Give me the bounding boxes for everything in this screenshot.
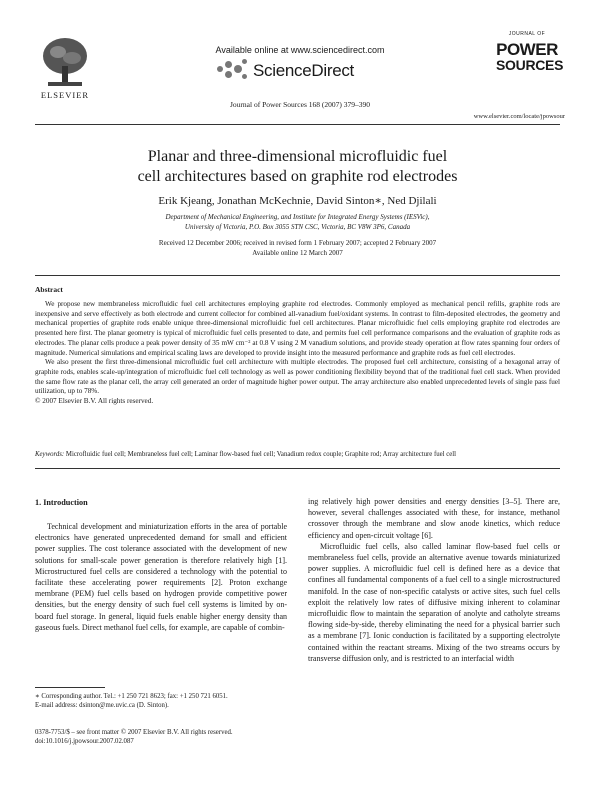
intro-paragraph-2: ing relatively high power densities and energy densities [3–5]. There are, however, several challenges associated with these, for instance, methanol crossover through the membrane and slow anode kinetics, which reduce efficiency and open-circuit voltage [6]. [308, 497, 560, 540]
keywords [35, 451, 560, 458]
issn-doi [35, 728, 295, 746]
intro-paragraph-1: Technical development and miniaturization efforts in the area of portable electronics have generated unprecedented demand for small and efficient power supplies. The cost tolerance associated with the development of new solutions for small-scale power generation is therefore relatively high [1]. Microstructured fuel cells are considered a technology with the potential to facilitate these accelerating power requirements [2]. Proton exchange membrane (PEM) fuel cells based on hydrogen provide competitive power densities, but the energy density of such fuel cell systems is limited by on-board fuel storage. In general, liquid fuels enable higher energy density than gaseous fuels. Direct methanol fuel cells, for example, are capable of combin- [35, 522, 287, 632]
author-list: Erik Kjeang, Jonathan McKechnie, David Sinton∗, Ned Djilali [158, 195, 437, 207]
doi-link[interactable]: doi:10.1016/j.jpowsour.2007.02.087 [35, 738, 134, 745]
email-address[interactable]: E-mail address: dsinton@me.uvic.ca (D. Sinton). [35, 702, 169, 709]
abstract-body [35, 300, 560, 407]
abstract-paragraph-2: We also present the first three-dimensional microfluidic fuel cell architecture with multiple electrodes. The proposed fuel cell architecture, consisting of a hexagonal array of graphite rods, enables scale-up/integration of microfluidic fuel cell technology as well as power conditioning flexibility beyond that of the traditional fuel cell stack. When provided the same flow rate as the planar cell, the array cell generated an order of magnitude higher power output. The array architecture also enabled unprecedented levels of single pass fuel utilization, up to 78%. [35, 358, 560, 396]
left-column [35, 521, 287, 633]
elsevier-logo [34, 36, 96, 106]
intro-paragraph-3: Microfluidic fuel cells, also called laminar flow-based fuel cells or membraneless fuel cells, provide an alternative avenue towards miniaturized power supplies. A microfluidic fuel cell is defined here as a device that confines all fundamental components of a fuel cell to a single microstructured manifold. In the case of non-specific catalysts or active sites, such fuel cells exploit the relatively low rates of diffusive mixing inherent to colaminar microfluidic flow to maintain the separation of anolyte and catholyte streams flowing side-by-side, thereby eliminating the need for a physical barrier such as a membrane [7]. Ionic conduction is facilitated by a supporting electrolyte contained within the reactant streams. Mixing of the two streams occurs by transverse diffusion only, and is restricted to an interfacial width [308, 541, 560, 663]
journal-logo-line2: POWER [496, 40, 558, 59]
abstract-top-divider [35, 275, 560, 276]
available-online-text: Available online at www.sciencedirect.com [215, 45, 385, 55]
abstract-paragraph-1: We propose new membraneless microfluidic fuel cell architectures employing graphite rod electrodes. Commonly employed as mechanical pencil refills, graphite rods are inexpensive and serve effectively as both electrode and current collector for combined all-vanadium fuel/oxidant systems. In contrast to film-deposited electrodes, the geometry and mechanical properties of graphite rods enable unique three-dimensional microfluidic fuel cell architectures. Planar microfluidic fuel cells employing graphite rod electrodes are presented here first. The planar geometry is typical of microfluidic fuel cells presented to date, and permits fuel cell performance comparisons and the evaluation of graphite rods as electrodes. The planar cells produce a peak power density of 35 mW cm⁻² at 0.8 V using 2 M vanadium solutions, and provide steady operation at flow rates spanning four orders of magnitude. Numerical simulations and empirical scaling laws are developed to provide insight into the measured performance and graphite rods as fuel cell electrodes. [35, 300, 560, 357]
title-line-1: Planar and three-dimensional microfluidic fuel [147, 148, 448, 165]
journal-logo-line1: JOURNAL OF [508, 31, 546, 37]
keywords-text: Microfluidic fuel cell; Membraneless fuel cell; Laminar flow-based fuel cell; Vanadium redox couple; Graphite rod; Array architecture fuel cell [65, 451, 457, 458]
abstract-copyright: © 2007 Elsevier B.V. All rights reserved. [35, 397, 154, 406]
received-dates: Received 12 December 2006; received in revised form 1 February 2007; accepted 2 February 2007 [158, 239, 437, 247]
article-title [70, 147, 525, 187]
abstract-heading: Abstract [35, 285, 63, 294]
sciencedirect-wordmark: ScienceDirect [253, 61, 354, 80]
affiliation [70, 212, 525, 232]
available-online-date: Available online 12 March 2007 [252, 249, 343, 257]
header-divider [35, 124, 560, 125]
footnote-divider [35, 687, 105, 688]
elsevier-wordmark: ELSEVIER [40, 90, 90, 100]
journal-logo-line3: SOURCES [496, 57, 564, 73]
affiliation-line-2: University of Victoria, P.O. Box 3055 STN CSC, Victoria, BC V8W 3P6, Canada [184, 223, 411, 231]
right-column [308, 496, 560, 664]
keywords-label: Keywords: [35, 451, 65, 458]
corresponding-author: ∗ Corresponding author. Tel.: +1 250 721 8623; fax: +1 250 721 6051. [35, 693, 228, 700]
journal-url-link[interactable]: www.elsevier.com/locate/jpowsour [473, 113, 565, 120]
article-dates [70, 238, 525, 258]
abstract-bottom-divider [35, 468, 560, 469]
affiliation-line-1: Department of Mechanical Engineering, and Institute for Integrated Energy Systems (IESVic), [165, 213, 430, 221]
issn-line: 0378-7753/$ – see front matter © 2007 Elsevier B.V. All rights reserved. [35, 729, 233, 736]
section-heading-introduction: 1. Introduction [35, 498, 88, 507]
footnote [35, 692, 287, 710]
sciencedirect-logo [215, 58, 395, 82]
elsevier-tree-icon [40, 36, 90, 88]
title-line-2: cell architectures based on graphite rod electrodes [137, 168, 458, 185]
journal-reference: Journal of Power Sources 168 (2007) 379–390 [230, 100, 370, 109]
sciencedirect-dots-icon [215, 58, 249, 82]
power-sources-logo [496, 31, 564, 102]
